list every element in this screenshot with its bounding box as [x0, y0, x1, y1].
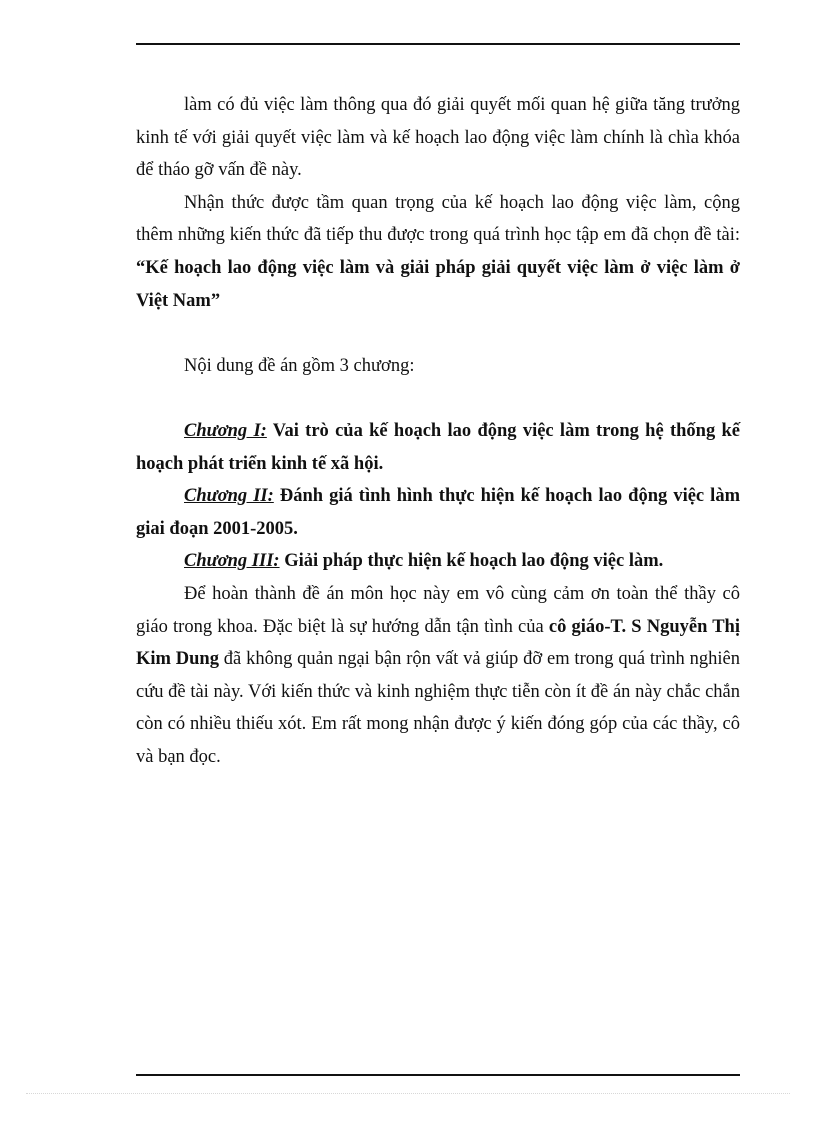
paragraph-contents-intro: Nội dung đề án gồm 3 chương:: [184, 355, 415, 376]
chapter-1-label: Chương I:: [184, 420, 267, 441]
chapter-2-title: Đánh giá tình hình thực hiện kế hoạch lao động việc làm giai đoạn 2001-2005.: [136, 486, 740, 539]
paragraph-intro-continuation: làm có đủ việc làm thông qua đó giải quyết mối quan hệ giữa tăng trưởng kinh tế với giải quyết việc làm và kế hoạch lao động việc làm chính là chìa khóa để tháo gỡ vấn đề này.: [136, 95, 740, 181]
header-rule: [136, 43, 740, 45]
chapter-2-label: Chương II:: [184, 486, 274, 507]
chapter-2: [136, 480, 740, 545]
chapter-3-title: Giải pháp thực hiện kế hoạch lao động việc làm.: [279, 551, 664, 572]
chapter-3-label: Chương III:: [184, 551, 280, 572]
footer-rule: [136, 1074, 740, 1076]
blank-line: [136, 382, 740, 415]
paragraph-topic: [136, 187, 740, 317]
advisor-name: cô giáo-T. S Nguyễn Thị Kim Dung: [136, 616, 740, 670]
topic-lead-text: Nhận thức được tầm quan trọng của kế hoạch lao động việc làm, cộng thêm những kiến thức đã tiếp thu được trong quá trình học tập em đã chọn đề tài:: [136, 192, 740, 246]
blank-line: [136, 317, 740, 350]
acknowledgement-text-2: đã không quản ngại bận rộn vất vả giúp đỡ em trong quá trình nghiên cứu đề tài này. Với kiến thức và kinh nghiệm thực tiễn còn ít đề án này chắc chắn còn có nhiều thiếu xót. Em rất mong nhận được ý kiến đóng góp của các thầy, cô và bạn đọc.: [136, 649, 740, 767]
chapter-1: [136, 415, 740, 480]
document-body: [136, 89, 740, 773]
paragraph-acknowledgement: [136, 578, 740, 774]
chapter-3: [136, 545, 740, 578]
chapter-1-title: Vai trò của kế hoạch lao động việc làm trong hệ thống kế hoạch phát triển kinh tế xã hội.: [136, 420, 740, 474]
page-edge-dotted-line: [26, 1093, 790, 1094]
topic-title: “Kế hoạch lao động việc làm và giải pháp giải quyết việc làm ở việc làm ở Việt Nam”: [136, 257, 740, 311]
acknowledgement-text-1: Để hoàn thành đề án môn học này em vô cùng cảm ơn toàn thể thầy cô giáo trong khoa. Đặc biệt là sự hướng dẫn tận tình của: [136, 583, 740, 637]
